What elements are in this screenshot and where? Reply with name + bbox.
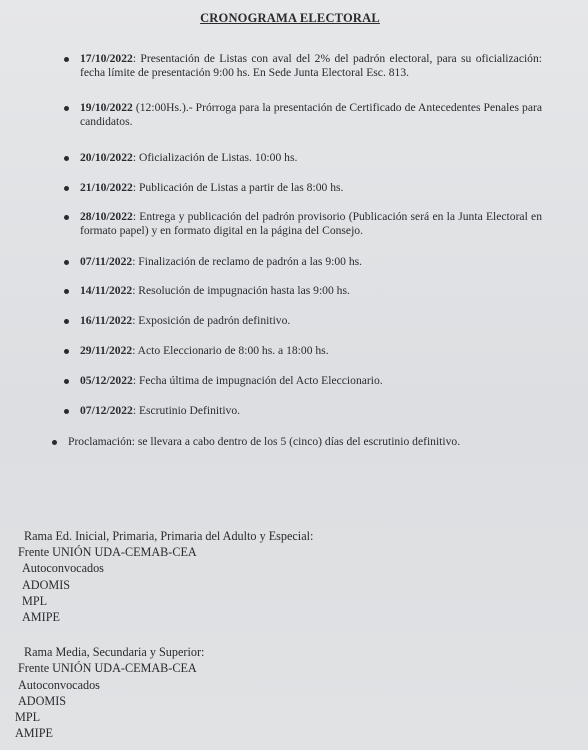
schedule-date: 17/10/2022	[80, 52, 133, 65]
schedule-date: 29/11/2022	[80, 344, 133, 357]
branch-heading: Rama Media, Secundaria y Superior:	[24, 645, 205, 660]
schedule-text: : Finalización de reclamo de padrón a las 9:00 hs.	[132, 255, 363, 268]
schedule-item	[58, 284, 542, 298]
schedule-item	[58, 210, 542, 238]
schedule-item	[58, 181, 542, 195]
schedule-text: : Oficialización de Listas. 10:00 hs.	[132, 151, 298, 164]
schedule-date: 05/12/2022	[80, 374, 133, 387]
branch-group	[15, 644, 538, 741]
branch-heading: Rama Ed. Inicial, Primaria, Primaria del Adulto y Especial:	[24, 529, 314, 543]
bullet-icon	[64, 106, 69, 111]
bullet-icon	[64, 156, 69, 161]
list-name: Frente UNIÓN UDA-CEMAB-CEA	[18, 545, 197, 560]
list-name: Frente UNIÓN UDA-CEMAB-CEA	[18, 661, 197, 676]
bullet-icon	[64, 379, 69, 384]
schedule-item	[58, 255, 542, 269]
list-name: MPL	[15, 710, 41, 725]
schedule-date: 07/11/2022	[80, 255, 133, 268]
schedule-text: (12:00Hs.).- Prórroga para la presentación de Certificado de Antecedentes Penales para candidatos.	[80, 101, 542, 128]
schedule-date: 21/10/2022	[80, 181, 133, 194]
schedule-item	[58, 151, 542, 165]
schedule-text: : Presentación de Listas con aval del 2% del padrón electoral, para su oficialización: fecha límite de presentación 9:00 hs. En Sede Junta Electoral Esc. 813.	[80, 52, 542, 79]
schedule-item	[58, 314, 542, 328]
document-title: CRONOGRAMA ELECTORAL	[200, 11, 380, 25]
bullet-icon	[64, 319, 69, 324]
schedule-date: 20/10/2022	[80, 151, 133, 164]
schedule-date: 07/12/2022	[80, 404, 133, 417]
schedule-item	[58, 404, 542, 418]
list-name: ADOMIS	[22, 577, 71, 592]
list-name: AMIPE	[15, 726, 53, 741]
list-name: Autoconvocados	[22, 561, 104, 576]
schedule-date: 19/10/2022	[80, 101, 133, 114]
schedule-list	[58, 52, 542, 449]
schedule-date: 28/10/2022	[80, 210, 133, 223]
bullet-icon	[52, 440, 57, 445]
schedule-item	[46, 435, 564, 449]
lists-section	[15, 528, 538, 741]
branch-group	[18, 528, 538, 625]
schedule-text: : Escrutinio Definitivo.	[132, 404, 241, 417]
schedule-text: Proclamación: se llevara a cabo dentro de los 5 (cinco) días del escrutinio definitivo.	[68, 435, 461, 448]
schedule-text: : Acto Eleccionario de 8:00 hs. a 18:00 hs.	[132, 344, 329, 357]
schedule-text: : Fecha última de impugnación del Acto Eleccionario.	[132, 374, 383, 387]
bullet-icon	[64, 260, 69, 265]
schedule-text: : Entrega y publicación del padrón provisorio (Publicación será en la Junta Electoral en formato papel) y en formato digital en la página del Consejo.	[80, 210, 542, 237]
schedule-item	[58, 101, 542, 129]
list-name: MPL	[22, 593, 48, 608]
schedule-text: : Publicación de Listas a partir de las 8:00 hs.	[132, 181, 344, 194]
list-name: ADOMIS	[18, 693, 67, 708]
schedule-date: 14/11/2022	[80, 284, 133, 297]
schedule-date: 16/11/2022	[80, 314, 133, 327]
bullet-icon	[64, 409, 69, 414]
bullet-icon	[64, 289, 69, 294]
list-name: Autoconvocados	[18, 677, 100, 692]
bullet-icon	[64, 186, 69, 191]
bullet-icon	[64, 215, 69, 220]
bullet-icon	[64, 57, 69, 62]
schedule-item	[58, 52, 542, 80]
schedule-item	[58, 344, 542, 358]
schedule-text: : Exposición de padrón definitivo.	[132, 314, 291, 327]
schedule-text: : Resolución de impugnación hasta las 9:00 hs.	[132, 284, 350, 297]
list-name: AMIPE	[22, 610, 60, 625]
bullet-icon	[64, 349, 69, 354]
schedule-item	[58, 374, 542, 388]
